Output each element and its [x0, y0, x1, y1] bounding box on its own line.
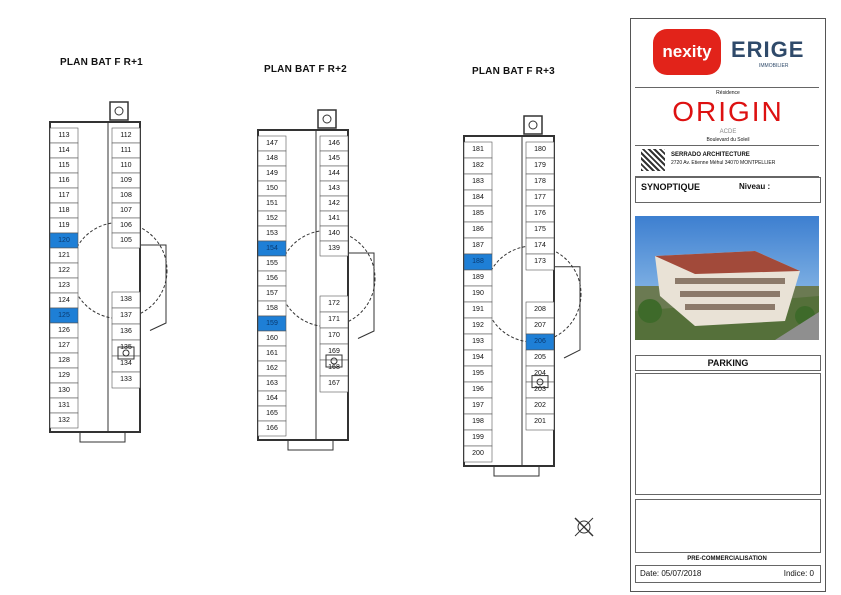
- synoptique-label: SYNOPTIQUE: [641, 182, 701, 192]
- logo-area: [631, 19, 825, 89]
- parking-spot-number: 173: [534, 258, 546, 265]
- parking-spot-number: 175: [534, 226, 546, 233]
- floor-plan-r3: [464, 114, 589, 464]
- parking-spot-number: 153: [266, 230, 278, 237]
- parking-spot-number: 160: [266, 335, 278, 342]
- parking-spot-number: 148: [266, 155, 278, 162]
- parking-spot-number: 139: [328, 245, 340, 252]
- parking-spot-number: 155: [266, 260, 278, 267]
- north-compass-icon: [572, 515, 596, 539]
- plan-title-r2: PLAN BAT F R+2: [264, 64, 347, 75]
- address-line: Boulevard du Soleil: [706, 137, 750, 143]
- architect-box: [635, 145, 819, 177]
- parking-spot-number: 142: [328, 200, 340, 207]
- parking-spot-number: 133: [120, 376, 132, 383]
- status-label: PRE-COMMERCIALISATION: [687, 556, 767, 562]
- architect-name: SERRADO ARCHITECTURE: [671, 152, 750, 158]
- parking-spot-number: 170: [328, 332, 340, 339]
- parking-spot-number: 123: [58, 282, 70, 289]
- niveau-label: Niveau :: [739, 182, 771, 191]
- parking-spot-number: 172: [328, 300, 340, 307]
- parking-spot-number: 113: [58, 132, 70, 139]
- parking-spot-number: 111: [120, 147, 132, 154]
- parking-spot-number: 135: [120, 344, 132, 351]
- parking-spot-number: 124: [58, 297, 70, 304]
- notes-box-2: [635, 499, 821, 553]
- parking-spot-number: 197: [472, 402, 484, 409]
- parking-spot-number: 106: [120, 222, 132, 229]
- title-block: [630, 18, 826, 592]
- parking-spot-number: 205: [534, 354, 546, 361]
- date-label: Date: 05/07/2018: [640, 569, 702, 578]
- parking-spot-number: 134: [120, 360, 132, 367]
- parking-spot-number: 180: [534, 146, 546, 153]
- parking-spot-number: 128: [58, 357, 70, 364]
- floor-plan-r1: [50, 100, 170, 470]
- parking-spot-number: 109: [120, 177, 132, 184]
- parking-spot-number: 208: [534, 306, 546, 313]
- parking-spot-number: 177: [534, 194, 546, 201]
- parking-spot-number: 161: [266, 350, 278, 357]
- parking-spot-number: 143: [328, 185, 340, 192]
- parking-spot-number: 136: [120, 328, 132, 335]
- parking-spot-number: 166: [266, 425, 278, 432]
- parking-spot-number: 150: [266, 185, 278, 192]
- parking-spot-number: 149: [266, 170, 278, 177]
- parking-spot-number: 206: [534, 338, 546, 345]
- parking-spot-number: 141: [328, 215, 340, 222]
- parking-spot-number: 183: [472, 178, 484, 185]
- parking-spot-number: 126: [58, 327, 70, 334]
- parking-spot-number: 112: [120, 132, 132, 139]
- parking-label: PARKING: [635, 355, 821, 371]
- parking-spot-number: 187: [472, 242, 484, 249]
- parking-spot-number: 207: [534, 322, 546, 329]
- parking-spot-number: 110: [120, 162, 132, 169]
- parking-spot-number: 189: [472, 274, 484, 281]
- plan-title-r3: PLAN BAT F R+3: [472, 66, 555, 77]
- parking-spot-number: 158: [266, 305, 278, 312]
- parking-spot-number: 204: [534, 370, 546, 377]
- parking-spot-number: 117: [58, 192, 70, 199]
- parking-spot-number: 125: [58, 312, 70, 319]
- parking-spot-number: 184: [472, 194, 484, 201]
- parking-spot-number: 121: [58, 252, 70, 259]
- parking-spot-number: 154: [266, 245, 278, 252]
- parking-spot-number: 195: [472, 370, 484, 377]
- parking-spot-number: 165: [266, 410, 278, 417]
- parking-spot-number: 174: [534, 242, 546, 249]
- parking-spot-number: 119: [58, 222, 70, 229]
- parking-spot-number: 144: [328, 170, 340, 177]
- parking-spot-number: 181: [472, 146, 484, 153]
- parking-spot-number: 157: [266, 290, 278, 297]
- indice-label: Indice: 0: [783, 569, 814, 578]
- architect-address: 2720 Av. Etienne Méhul 34070 MONTPELLIER: [671, 160, 776, 166]
- parking-spot-number: 191: [472, 306, 484, 313]
- parking-spot-number: 203: [534, 386, 546, 393]
- building-rendering: [635, 216, 819, 340]
- parking-spot-number: 196: [472, 386, 484, 393]
- parking-spot-number: 185: [472, 210, 484, 217]
- parking-spot-number: 137: [120, 312, 132, 319]
- parking-spot-number: 176: [534, 210, 546, 217]
- parking-spot-number: 146: [328, 140, 340, 147]
- parking-spot-number: 198: [472, 418, 484, 425]
- parking-spot-number: 171: [328, 316, 340, 323]
- parking-spot-number: 188: [472, 258, 484, 265]
- parking-spot-number: 108: [120, 192, 132, 199]
- date-bar: [635, 565, 821, 583]
- parking-spot-number: 190: [472, 290, 484, 297]
- parking-spot-number: 178: [534, 178, 546, 185]
- parking-spot-number: 202: [534, 402, 546, 409]
- parking-spot-number: 201: [534, 418, 546, 425]
- parking-spot-number: 140: [328, 230, 340, 237]
- erige-logo: ERIGE: [731, 37, 805, 62]
- parking-spot-number: 120: [58, 237, 70, 244]
- parking-spot-number: 151: [266, 200, 278, 207]
- parking-spot-number: 186: [472, 226, 484, 233]
- parking-spot-number: 145: [328, 155, 340, 162]
- parking-spot-number: 159: [266, 320, 278, 327]
- parking-spot-number: 169: [328, 348, 340, 355]
- residence-name: ORIGIN: [672, 96, 784, 127]
- parking-spot-number: 163: [266, 380, 278, 387]
- parking-spot-number: 193: [472, 338, 484, 345]
- parking-spot-number: 192: [472, 322, 484, 329]
- parking-spot-number: 132: [58, 417, 70, 424]
- parking-spot-number: 118: [58, 207, 70, 214]
- erige-subtitle: IMMOBILIER: [759, 63, 789, 69]
- parking-spot-number: 164: [266, 395, 278, 402]
- parking-spot-number: 162: [266, 365, 278, 372]
- parking-spot-number: 194: [472, 354, 484, 361]
- residence-label: Résidence: [716, 90, 740, 96]
- notes-box: [635, 373, 821, 495]
- parking-spot-number: 129: [58, 372, 70, 379]
- parking-spot-number: 200: [472, 450, 484, 457]
- parking-spot-number: 107: [120, 207, 132, 214]
- parking-spot-number: 179: [534, 162, 546, 169]
- architect-logo-icon: [641, 149, 665, 171]
- nexity-logo: nexity: [653, 29, 721, 75]
- parking-spot-number: 147: [266, 140, 278, 147]
- floor-plan-r2: [258, 108, 388, 458]
- parking-spot-number: 168: [328, 364, 340, 371]
- parking-spot-number: 167: [328, 380, 340, 387]
- parking-spot-number: 152: [266, 215, 278, 222]
- parking-spot-number: 115: [58, 162, 70, 169]
- parking-spot-number: 182: [472, 162, 484, 169]
- parking-spot-number: 156: [266, 275, 278, 282]
- parking-spot-number: 105: [120, 237, 132, 244]
- parking-spot-number: 127: [58, 342, 70, 349]
- parking-spot-number: 122: [58, 267, 70, 274]
- residence-sub: ACDE: [719, 129, 737, 135]
- plan-title-r1: PLAN BAT F R+1: [60, 57, 143, 68]
- parking-spot-number: 131: [58, 402, 70, 409]
- parking-spot-number: 114: [58, 147, 70, 154]
- parking-spot-number: 116: [58, 177, 70, 184]
- parking-spot-number: 130: [58, 387, 70, 394]
- parking-spot-number: 138: [120, 296, 132, 303]
- parking-spot-number: 199: [472, 434, 484, 441]
